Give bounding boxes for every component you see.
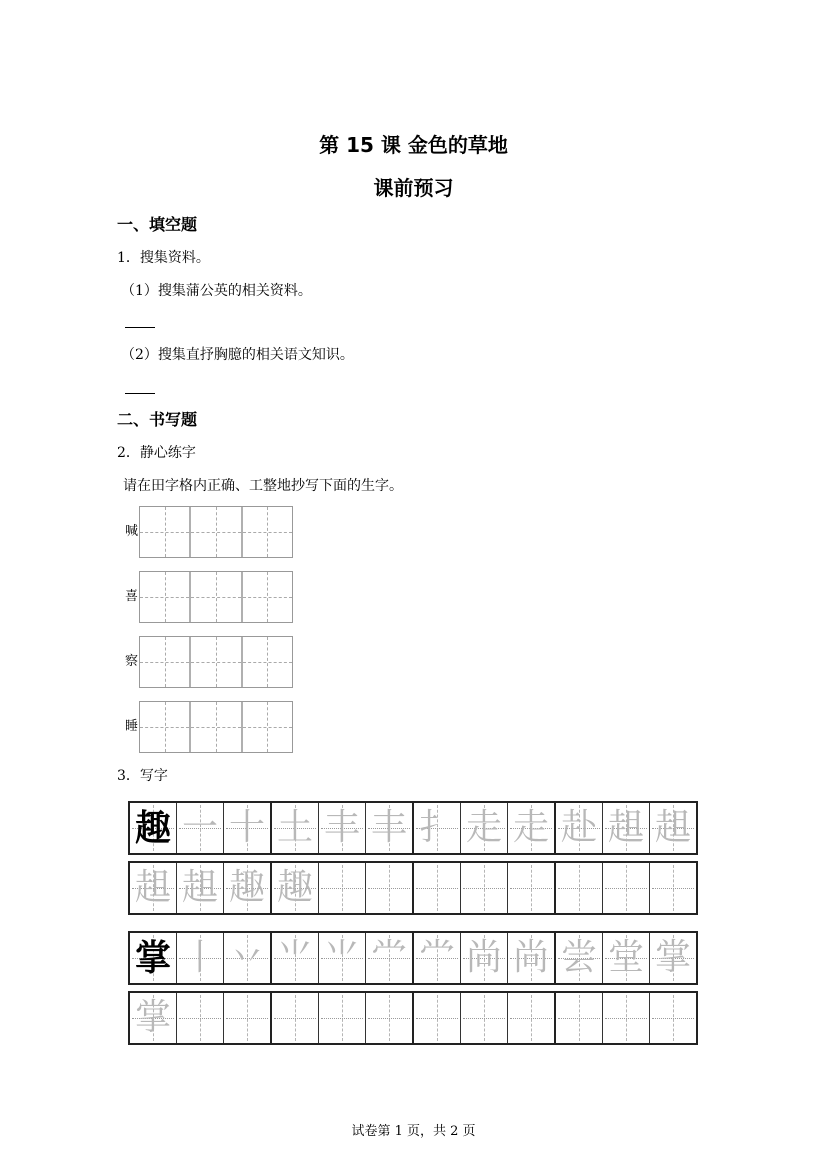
practice-character-label: 喜: [125, 589, 139, 604]
model-character: 掌: [134, 937, 171, 979]
stroke-grid-cell: [412, 993, 460, 1043]
trace-character: 龸: [418, 937, 455, 978]
stroke-grid-cell: [130, 993, 176, 1043]
stroke-grid-cell: [412, 803, 460, 853]
stroke-grid-cell: [270, 863, 318, 913]
trace-character: 丨: [181, 937, 218, 978]
trace-character: 尚: [512, 937, 549, 978]
trace-character: 十: [228, 807, 265, 848]
trace-character: 掌: [654, 937, 691, 978]
trace-character: 一: [181, 807, 218, 848]
trace-character: 扌: [418, 807, 455, 848]
trace-character: 丰: [370, 807, 407, 848]
stroke-grid-cell: [176, 933, 223, 983]
stroke-grid-cell: [460, 863, 507, 913]
trace-character: 趣: [228, 867, 265, 908]
stroke-grid-cell: [223, 803, 270, 853]
question-1-part-2: （2）搜集直抒胸臆的相关语文知识。: [121, 347, 354, 363]
trace-character: ⺌: [276, 937, 313, 978]
stroke-grid-cell: [365, 803, 412, 853]
trace-character: 趄: [607, 807, 644, 848]
tianzi-grid-row: [139, 506, 293, 558]
practice-character-label: 喊: [125, 524, 139, 539]
stroke-grid-cell: [554, 933, 602, 983]
stroke-grid-cell: [318, 933, 365, 983]
practice-character-label: 睡: [125, 719, 139, 734]
trace-character: 趄: [181, 867, 218, 908]
trace-character: 丷: [228, 937, 265, 978]
practice-character-label: 察: [125, 654, 139, 669]
model-character: 趣: [134, 807, 171, 849]
trace-character: 走: [512, 807, 549, 848]
stroke-grid-cell: [507, 863, 554, 913]
stroke-grid-cell: [130, 863, 176, 913]
tianzi-cell: [140, 702, 189, 752]
stroke-grid-cell: [223, 993, 270, 1043]
stroke-grid-cell: [318, 993, 365, 1043]
stroke-grid-cell: [554, 803, 602, 853]
stroke-grid-cell: [223, 863, 270, 913]
trace-character: 赴: [560, 807, 597, 848]
stroke-grid-cell: [602, 993, 649, 1043]
stroke-grid-cell: [130, 933, 176, 983]
stroke-grid-cell: [176, 863, 223, 913]
tianzi-cell: [241, 637, 292, 687]
stroke-grid-cell: [507, 803, 554, 853]
stroke-grid-row: [128, 931, 698, 985]
stroke-grid-cell: [270, 803, 318, 853]
trace-character: 趣: [276, 867, 313, 908]
tianzi-cell: [241, 507, 292, 557]
stroke-grid-cell: [460, 803, 507, 853]
tianzi-grid-row: [139, 571, 293, 623]
trace-character: 尚: [465, 937, 502, 978]
stroke-grid-cell: [649, 993, 696, 1043]
tianzi-cell: [140, 507, 189, 557]
stroke-grid-cell: [649, 803, 696, 853]
stroke-grid-row: [128, 861, 698, 915]
section-heading-writing: 二、书写题: [117, 410, 198, 429]
stroke-grid-cell: [365, 993, 412, 1043]
stroke-grid-cell: [318, 863, 365, 913]
stroke-grid-cell: [602, 863, 649, 913]
trace-character: 尝: [560, 937, 597, 978]
trace-character: 趄: [654, 807, 691, 848]
stroke-grid-cell: [507, 993, 554, 1043]
trace-character: 龸: [370, 937, 407, 978]
trace-character: 丰: [323, 807, 360, 848]
stroke-grid-cell: [554, 993, 602, 1043]
stroke-grid-cell: [412, 863, 460, 913]
tianzi-grid-row: [139, 636, 293, 688]
lesson-title: 第 15 课 金色的草地: [319, 133, 508, 157]
question-2-stem: 2．静心练字: [117, 445, 196, 461]
stroke-grid-cell: [130, 803, 176, 853]
stroke-grid-cell: [176, 993, 223, 1043]
stroke-grid-cell: [460, 933, 507, 983]
question-3-stem: 3．写字: [117, 768, 168, 784]
trace-character: ⺌: [323, 937, 360, 978]
stroke-grid-cell: [649, 933, 696, 983]
stroke-grid-cell: [318, 803, 365, 853]
stroke-grid-cell: [412, 933, 460, 983]
stroke-grid-row: [128, 991, 698, 1045]
question-2-instruction: 请在田字格内正确、工整地抄写下面的生字。: [123, 478, 403, 494]
question-1-part-1: （1）搜集蒲公英的相关资料。: [121, 283, 312, 299]
tianzi-cell: [189, 572, 240, 622]
stroke-grid-cell: [365, 863, 412, 913]
tianzi-cell: [189, 637, 240, 687]
stroke-grid-cell: [507, 933, 554, 983]
trace-character: 掌: [134, 997, 171, 1038]
trace-character: 趄: [134, 867, 171, 908]
tianzi-cell: [140, 572, 189, 622]
page-footer: 试卷第 1 页，共 2 页: [351, 1124, 476, 1139]
question-1-stem: 1．搜集资料。: [117, 250, 210, 266]
tianzi-cell: [140, 637, 189, 687]
stroke-grid-cell: [554, 863, 602, 913]
stroke-grid-cell: [602, 933, 649, 983]
stroke-grid-cell: [223, 933, 270, 983]
trace-character: 走: [465, 807, 502, 848]
stroke-grid-cell: [176, 803, 223, 853]
tianzi-cell: [189, 702, 240, 752]
stroke-grid-cell: [602, 803, 649, 853]
tianzi-cell: [241, 572, 292, 622]
stroke-grid-cell: [460, 993, 507, 1043]
lesson-subtitle: 课前预习: [373, 176, 454, 200]
stroke-grid-cell: [270, 933, 318, 983]
tianzi-cell: [241, 702, 292, 752]
stroke-grid-row: [128, 801, 698, 855]
stroke-grid-cell: [365, 933, 412, 983]
stroke-grid-cell: [649, 863, 696, 913]
trace-character: 堂: [607, 937, 644, 978]
tianzi-grid-row: [139, 701, 293, 753]
tianzi-cell: [189, 507, 240, 557]
stroke-grid-cell: [270, 993, 318, 1043]
section-heading-fill-in: 一、填空题: [117, 215, 198, 234]
answer-blank-1: [125, 327, 155, 328]
answer-blank-2: [125, 393, 155, 394]
trace-character: 土: [276, 807, 313, 848]
